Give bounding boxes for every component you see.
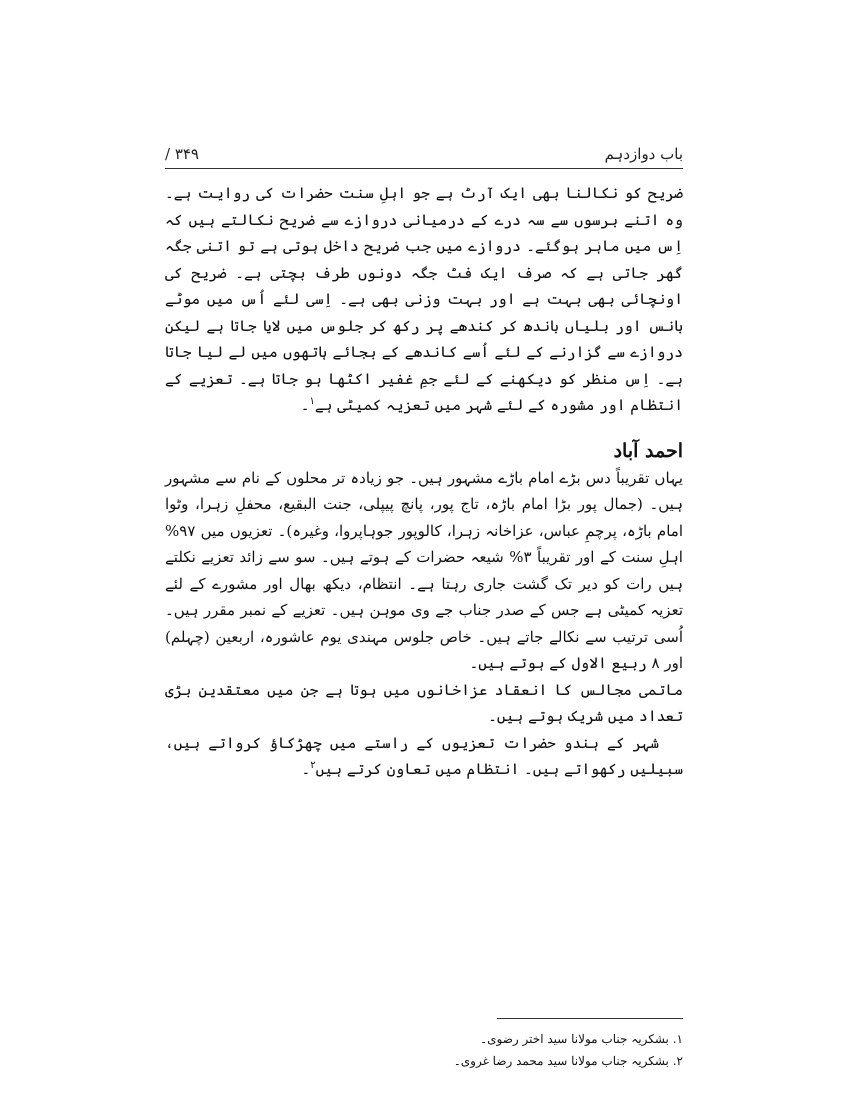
footnote-number: ۱. [672,1032,683,1046]
footnote-divider [497,1018,683,1019]
paragraph-3: ماتمی مجالس کا انعقاد عزاخانوں میں ہوتا ہے جن میں معتقدین بڑی تعداد میں شریک ہوتے ہیں۔ [165,680,683,725]
footnote-2 [165,1050,683,1072]
paragraph-text: شہر کے ہندو حضرات تعزیوں کے راستے میں چھڑکاؤ کرواتے ہیں، سبیلیں رکھواتے ہیں۔ انتظام میں تعاون کرتے ہیں [165,733,683,778]
section-heading: احمد آباد [613,439,683,462]
footnote-text: بشکریہ جناب مولانا سید اختر رضوی۔ [480,1032,669,1046]
footnote-ref[interactable]: ۲ [310,760,316,771]
footnote-1 [165,1028,683,1050]
paragraph-1 [165,180,683,419]
footnote-ref[interactable]: ۱ [309,396,315,407]
header-divider [165,168,683,169]
paragraph-text: ضریح کو نکالنا بھی ایک آرٹ ہے جو اہلِ سنت حضرات کی روایت ہے۔ وہ اتنے برسوں سے سہ درے کے درمیانی دروازے سے ضریح نکالتے ہیں کہ اِس میں ماہر ہوگئے۔ دروازے میں جب ضریح داخل ہوتی ہے تو اتنی جگہ گھر جاتی ہے کہ صرف ایک فٹ جگہ دونوں طرف بچتی ہے۔ ضریح کی اونچائی بھی بہت ہے اور بہت وزنی بھی ہے۔ اِسی لئے اُس میں موٹے بانس اور بلیاں باندھ کر کندھے پر رکھ کر جلوس میں لایا جاتا ہے لیکن دروازے سے گزارنے کے لئے اُسے کاندھے کے بجائے ہاتھوں میں لے لیا جاتا ہے۔ اِس منظر کو دیکھنے کے لئے جمِ غفیر اکٹھا ہو جاتا ہے۔ تعزیے کے انتظام اور مشورہ کے لئے شہر میں تعزیہ کمیٹی ہے [165,184,683,414]
page-number: / ۳۴۹ [165,145,199,163]
paragraph-end: ۔ [301,760,311,778]
chapter-title: باب دوازدہم [604,145,683,163]
footnotes [165,1028,683,1072]
paragraph-4 [165,730,683,783]
footnote-number: ۲. [672,1054,683,1068]
footnote-text: بشکریہ جناب مولانا سید محمد رضا غروی۔ [453,1054,669,1068]
paragraph-2: یہاں تقریباً دس بڑے امام باڑے مشہور ہیں۔ جو زیادہ تر محلوں کے نام سے مشہور ہیں۔ (جمال پور بڑا امام باڑہ، تاج پور، پانچ پیپلی، جنت البقیع، محفلِ زہرا، وٹوا امام باڑہ، پرچمِ عباس، عزاخانہ زہرا، کالوپور جوہاپروا، وغیرہ)۔ تعزیوں میں ۹۷% اہلِ سنت کے اور تقریباً ۳% شیعہ حضرات کے ہوتے ہیں۔ سو سے زائد تعزیے نکلتے ہیں رات کو دیر تک گشت جاری رہتا ہے۔ انتظام، دیکھ بھال اور مشورے کے لئے تعزیہ کمیٹی ہے جس کے صدر جناب جے وی موہن ہیں۔ تعزیے کے نمبر مقرر ہیں۔ اُسی ترتیب سے نکالے جاتے ہیں۔ خاص جلوس مہندی یوم عاشورہ، اربعین (چہلم) اور ۸ ربیع الاول کے ہوتے ہیں۔ [165,468,683,672]
running-header [165,143,683,167]
body-text [165,180,683,783]
paragraph-end: ۔ [300,396,310,414]
